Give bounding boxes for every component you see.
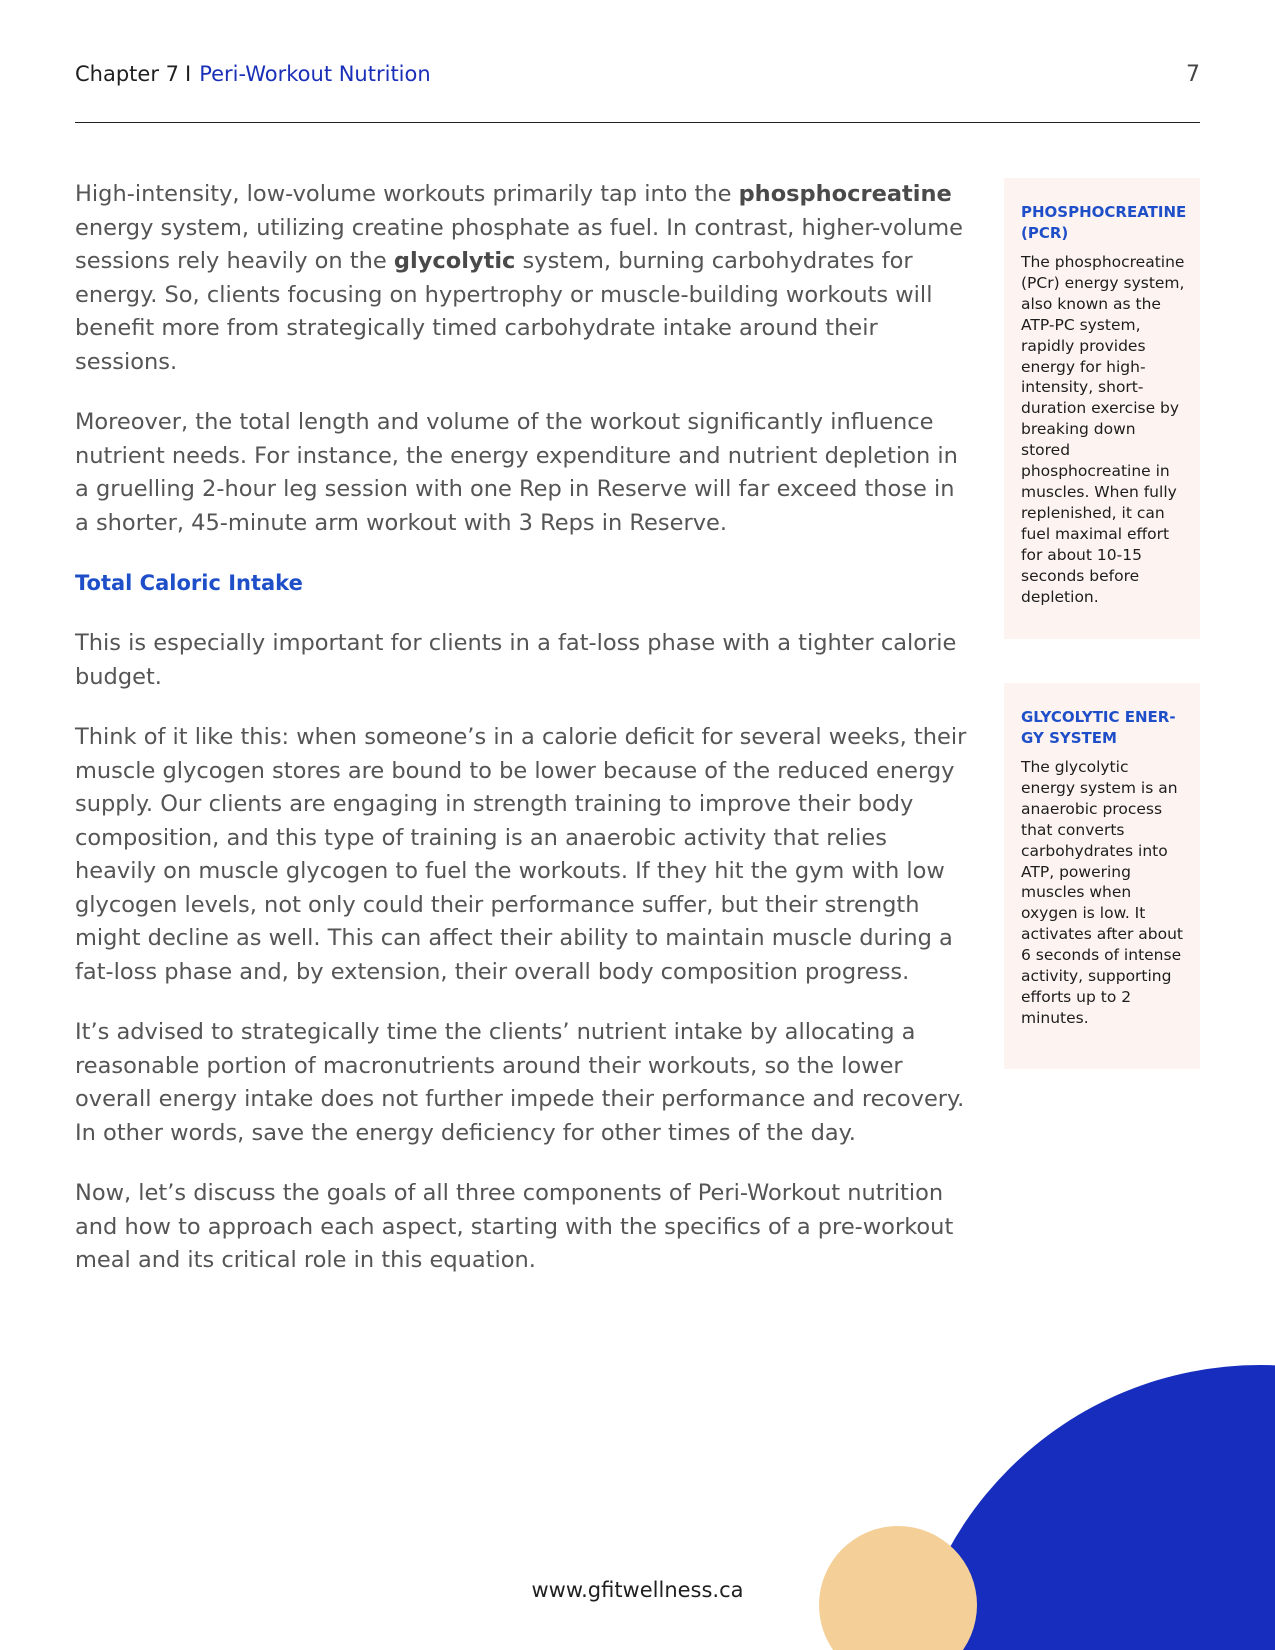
header-divider	[75, 122, 1200, 123]
blue-circle-decoration	[905, 1365, 1275, 1650]
page-header	[75, 62, 1200, 94]
sidebar-box-text: The phosphocreatine (PCr) energy system, also known as the ATP-PC system, rapidly provides energy for high-intensity, short-duration exercise by breaking down stored phosphocreatine in muscles. When fully replenished, it can fuel maximal effort for about 10-15 seconds before depletion.	[1021, 253, 1185, 606]
footer-url[interactable]: www.gfitwellness.ca	[531, 1578, 744, 1602]
term-glycolytic: glycolytic	[393, 248, 516, 274]
paragraph-6: Now, let’s discuss the goals of all three components of Peri-Workout nutrition and how to approach each aspect, starting with the specifics of a pre-workout meal and its critical role in this equation.	[75, 1180, 954, 1273]
chapter-topic: Peri-Workout Nutrition	[199, 62, 431, 86]
sidebar-box-text: The glycolytic energy system is an anaerobic process that converts carbohydrates into ATP, powering muscles when oxygen is low. It activates after about 6 seconds of intense activity, supporting efforts up to 2 minutes.	[1021, 758, 1184, 1027]
paragraph-3: This is especially important for clients in a fat-loss phase with a tighter calorie budget.	[75, 630, 957, 690]
chapter-number: Chapter 7	[75, 62, 179, 86]
term-phosphocreatine: phosphocreatine	[738, 181, 952, 207]
page-number: 7	[1186, 62, 1200, 87]
paragraph-2: Moreover, the total length and volume of the workout significantly influence nutrient needs. For instance, the energy expenditure and nutrient depletion in a gruelling 2-hour leg session with one Rep in Reserve will far exceed those in a shorter, 45-minute arm workout with 3 Reps in Reserve.	[75, 409, 958, 536]
sidebar-box-title: GLYCOLYTIC ENERGY SYSTEM	[1021, 708, 1176, 747]
paragraph-4: Think of it like this: when someone’s in a calorie deficit for several weeks, their muscle glycogen stores are bound to be lower because of the reduced energy supply. Our clients are engaging in strength training to improve their body composition, and this type of training is an anaerobic activity that relies heavily on muscle glycogen to fuel the workouts. If they hit the gym with low glycogen levels, not only could their performance suffer, but their strength might decline as well. This can affect their ability to maintain muscle during a fat-loss phase and, by extension, their overall body composition progress.	[75, 724, 967, 985]
paragraph-1	[75, 178, 975, 379]
chapter-separator: I	[185, 62, 192, 86]
sidebar-box-phosphocreatine	[1004, 178, 1200, 639]
paragraph-1-text-b: energy system, utilizing creatine phosphate as fuel. In contrast, higher-volume sessions rely heavily on the	[75, 214, 964, 274]
paragraph-1-text-c: system, burning carbohydrates for energy. So, clients focusing on hypertrophy or muscle-building workouts will benefit more from strategically timed carbohydrate intake around their sessions.	[75, 248, 933, 375]
section-heading: Total Caloric Intake	[75, 571, 303, 595]
sidebar-box-title: PHOSPHOCREATINE (PCR)	[1021, 203, 1187, 242]
main-text	[75, 178, 975, 1305]
chapter-label	[75, 62, 431, 86]
sidebar-box-glycolytic	[1004, 683, 1200, 1069]
paragraph-5: It’s advised to strategically time the clients’ nutrient intake by allocating a reasonable portion of macronutrients around their workouts, so the lower overall energy intake does not further impede their performance and recovery. In other words, save the energy deficiency for other times of the day.	[75, 1019, 965, 1146]
paragraph-1-text-a: High-intensity, low-volume workouts primarily tap into the	[75, 181, 739, 207]
